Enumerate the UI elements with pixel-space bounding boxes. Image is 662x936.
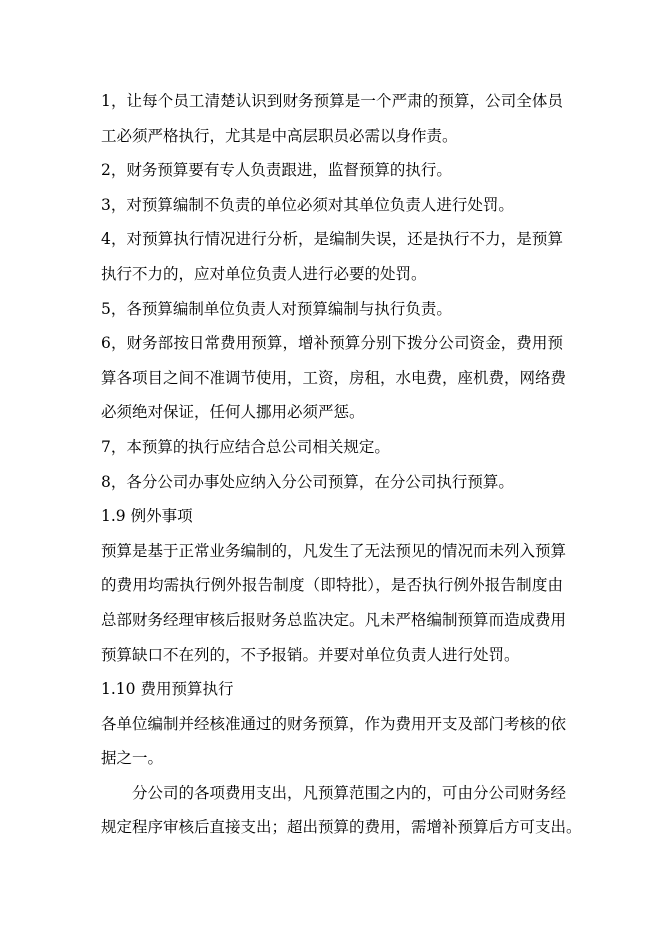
text-line-4: 3，对预算编制不负责的单位必须对其单位负责人进行处罚。 [101, 195, 514, 214]
text-line-20: 据之一。 [101, 749, 164, 768]
text-line-14: 预算是基于正常业务编制的，凡发生了无法预见的情况而未列入预算 [101, 541, 567, 560]
text-line-1: 1，让每个员工清楚认识到财务预算是一个严肃的预算，公司全体员 [101, 92, 563, 110]
text-line-3: 2，财务预算要有专人负责跟进，监督预算的执行。 [101, 161, 452, 180]
text-line-2: 工必须严格执行，尤其是中高层职员必需以身作责。 [101, 126, 458, 145]
text-line-16: 总部财务经理审核后报财务总监决定。凡未严格编制预算而造成费用 [101, 610, 567, 629]
document-body [101, 84, 582, 845]
text-line-7: 5，各预算编制单位负责人对预算编制与执行负责。 [101, 299, 452, 318]
section-heading-1-9: 1.9 例外事项 [101, 507, 193, 526]
text-line-15: 的费用均需执行例外报告制度（即特批），是否执行例外报告制度由 [101, 576, 563, 595]
text-line-17: 预算缺口不在列的，不予报销。并要对单位负责人进行处罚。 [101, 645, 520, 664]
text-line-11: 7，本预算的执行应结合总公司相关规定。 [101, 437, 390, 456]
section-heading-1-10: 1.10 费用预算执行 [101, 680, 234, 699]
text-line-8: 6，财务部按日常费用预算，增补预算分别下拨分公司资金，费用预 [101, 334, 563, 353]
text-line-22: 规定程序审核后直接支出；超出预算的费用，需增补预算后方可支出。 [101, 818, 582, 837]
text-line-21: 分公司的各项费用支出，凡预算范围之内的，可由分公司财务经 [132, 783, 567, 802]
text-line-6: 执行不力的，应对单位负责人进行必要的处罚。 [101, 264, 427, 283]
text-line-12: 8，各分公司办事处应纳入分公司预算，在分公司执行预算。 [101, 472, 514, 491]
text-line-19: 各单位编制并经核准通过的财务预算，作为费用开支及部门考核的依 [101, 714, 567, 733]
text-line-9: 算各项目之间不准调节使用，工资，房租，水电费，座机费，网络费 [101, 368, 567, 387]
text-line-10: 必须绝对保证，任何人挪用必须严惩。 [101, 403, 365, 422]
text-line-5: 4，对预算执行情况进行分析，是编制失误，还是执行不力，是预算 [101, 230, 563, 249]
